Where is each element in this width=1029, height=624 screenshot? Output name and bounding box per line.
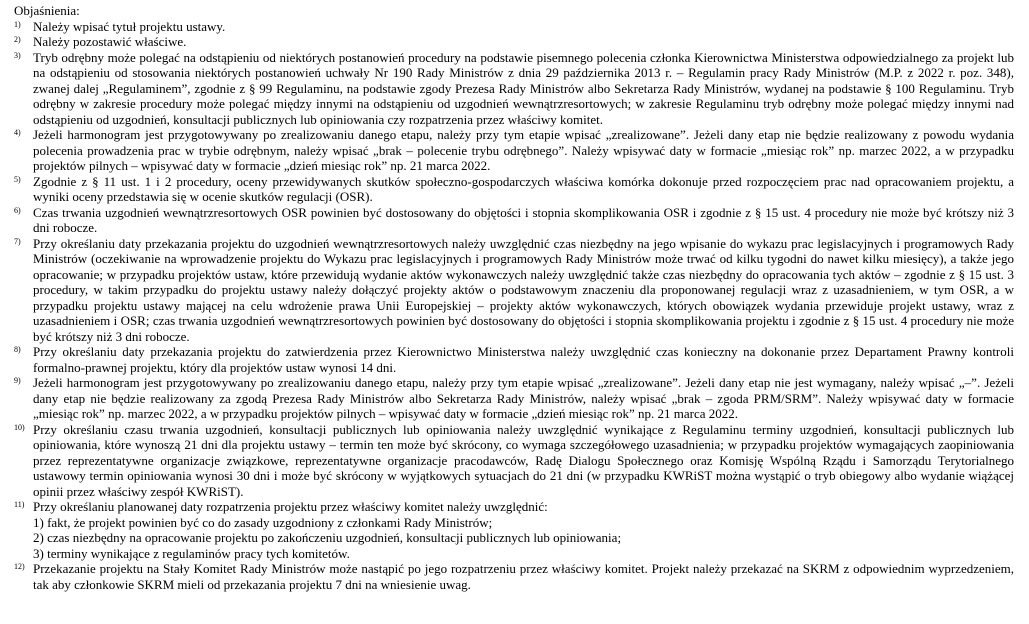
footnote-6 (14, 205, 1014, 236)
footnote-8 (14, 344, 1014, 375)
footnote-12 (14, 561, 1014, 592)
footnote-text: Jeżeli harmonogram jest przygotowywany po zrealizowaniu danego etapu, należy przy tym etapie wpisać „zrealizowane”. Jeżeli dany etap nie jest wymagany, należy wpisać „–”. Jeżeli dany etap nie będzie realizowany za zgodą Prezesa Rady Ministrów albo Sekretarza Rady Ministrów, należy wpisać „brak – zgoda PRM/SRM”. Należy wpisywać daty w formacie „miesiąc rok” np. marzec 2022, a w przypadku projektów pilnych – wpisywać daty w formacie „dzień miesiąc rok” np. 21 marca 2022. (33, 375, 1014, 421)
footnote-1 (14, 19, 1014, 35)
footnote-text: Przekazanie projektu na Stały Komitet Rady Ministrów może nastąpić po jego rozpatrzeniu przez właściwy komitet. Projekt należy przekazać na SKRM z odpowiednim wyprzedzeniem, tak aby członkowie SKRM mieli od przekazania projektu 7 dni na wniesienie uwag. (33, 561, 1014, 592)
footnote-number: 2) (14, 35, 21, 44)
footnote-4 (14, 127, 1014, 174)
footnote-5 (14, 174, 1014, 205)
footnote-10 (14, 422, 1014, 500)
footnote-number: 6) (14, 205, 21, 215)
footnote-list-item: 2) czas niezbędny na opracowanie projektu po zakończeniu uzgodnień, konsultacji publicznych lub opiniowania; (33, 530, 622, 545)
footnote-number: 5) (14, 174, 21, 184)
footnotes-heading: Objaśnienia: (14, 3, 80, 18)
footnote-2 (14, 34, 1014, 50)
footnote-text: Jeżeli harmonogram jest przygotowywany po zrealizowaniu danego etapu, należy przy tym etapie wpisać „zrealizowane”. Jeżeli dany etap nie będzie realizowany z powodu wydania polecenia prowadzenia prac w trybie odrębnym, należy wpisać „brak – polecenie trybu odrębnego”. Należy wpisywać daty w formacie „miesiąc rok” np. marzec 2022, a w przypadku projektów pilnych – wpisywać daty w formacie „dzień miesiąc rok” np. 21 marca 2022. (33, 127, 1014, 173)
footnote-list-item: 1) fakt, że projekt powinien być co do zasady uzgodniony z członkami Rady Ministrów; (33, 514, 493, 530)
footnote-text: Zgodnie z § 11 ust. 1 i 2 procedury, oceny przewidywanych skutków społeczno-gospodarczych właściwa komórka dokonuje przed rozpoczęciem prac nad opracowaniem projektu, a wyniki oceny przedstawia się w ocenie skutków regulacji (OSR). (33, 173, 1014, 204)
footnote-number: 11) (14, 500, 25, 509)
footnote-text: Czas trwania uzgodnień wewnątrzresortowych OSR powinien być dostosowany do objętości i stopnia skomplikowania OSR i zgodnie z § 15 ust. 4 procedury nie może być krótszy niż 3 dni robocze. (33, 204, 1014, 235)
footnote-number: 1) (14, 19, 21, 29)
footnote-11 (14, 499, 1014, 561)
footnote-number: 10) (14, 422, 25, 432)
footnote-9 (14, 375, 1014, 422)
footnote-number: 3) (14, 50, 21, 60)
footnote-3 (14, 50, 1014, 128)
footnote-text: Należy pozostawić właściwe. (33, 34, 187, 49)
footnotes-document (14, 3, 1014, 592)
footnote-text: Przy określaniu daty przekazania projektu do zatwierdzenia przez Kierownictwo Ministerstwa należy uwzględnić czas konieczny na dokonanie przez Departament Prawny kontroli formalno-prawnej projektu, który dla projektów ustaw wynosi 14 dni. (33, 344, 1014, 375)
footnote-number: 12) (14, 562, 25, 571)
footnote-number: 4) (14, 128, 21, 137)
footnote-text: Należy wpisać tytuł projektu ustawy. (33, 18, 226, 34)
footnote-text: Przy określaniu daty przekazania projektu do uzgodnień wewnątrzresortowych należy uwzględnić czas niezbędny na jego wpisanie do wykazu prac legislacyjnych i programowych Rady Ministrów (oczekiwanie na wprowadzenie projektu do Wykazu prac legislacyjnych i programowych Rady Ministrów może trwać od kilku tygodni do nawet kilku miesięcy), a także jego opracowanie; w przypadku projektów ustaw, które przewidują wydanie aktów wykonawczych należy uwzględnić także czas niezbędny do opracowania tych aktów – zgodnie z § 15 ust. 3 procedury, w takim przypadku do projektu ustawy należy dołączyć projekty aktów o podstawowym znaczeniu dla proponowanej regulacji wraz z uzasadnieniem, w tym OSR, a w przypadku projektu ustawy mającej na celu wdrożenie prawa Unii Europejskiej – projekty aktów wykonawczych, których obowiązek wydania przewiduje projekt ustawy, wraz z uzasadnieniem i OSR; czas trwania uzgodnień wewnątrzresortowych powinien być dostosowany do objętości i stopnia skomplikowania projektu i zgodnie z § 15 ust. 4 procedury nie może być krótszy niż 3 dni robocze. (33, 235, 1014, 344)
footnote-number: 7) (14, 236, 21, 246)
footnote-7 (14, 236, 1014, 345)
footnote-text: Przy określaniu czasu trwania uzgodnień, konsultacji publicznych lub opiniowania należy uwzględnić wynikające z Regulaminu terminy uzgodnień, konsultacji publicznych lub opiniowania, które wynoszą 21 dni dla projektu ustawy – termin ten może być skrócony, co wymaga szczegółowego uzasadnienia; w przypadku projektów wymagających zaopiniowania przez reprezentatywne organizacje związkowe, reprezentatywne organizacje pracodawców, Radę Dialogu Społecznego oraz Komisję Wspólną Rządu i Samorządu Terytorialnego ustawowy termin opiniowania wynosi 30 dni i może być skrócony w wyjątkowych sytuacjach do 21 dni (w przypadku KWRiST można wystąpić o tryb obiegowy albo wydanie wiążącej opinii przez właściwy zespół KWRiST). (33, 421, 1014, 499)
footnote-number: 8) (14, 345, 21, 354)
footnote-list-item: 3) terminy wynikające z regulaminów pracy tych komitetów. (33, 545, 350, 561)
footnote-text: Tryb odrębny może polegać na odstąpieniu od niektórych postanowień procedury na podstawie pisemnego polecenia członka Kierownictwa Ministerstwa odpowiedzialnego za projekt lub na odstąpieniu od stosowania niektórych postanowień uchwały Nr 190 Rady Ministrów z dnia 29 października 2013 r. – Regulamin pracy Rady Ministrów (M.P. z 2022 r. poz. 348), zwanej dalej „Regulaminem”, zgodnie z § 99 Regulaminu, na podstawie zgody Prezesa Rady Ministrów albo Sekretarza Rady Ministrów, wydanej na podstawie § 100 Regulaminu. Tryb odrębny w zakresie procedury może polegać między innymi na odstąpieniu od uzgodnień wewnątrzresortowych; w zakresie Regulaminu tryb odrębny może polegać między innymi nad odstąpieniu od uzgodnień, konsultacji publicznych lub opiniowania czy rozpatrzenia przez właściwy komitet. (33, 49, 1014, 127)
footnote-number: 9) (14, 376, 21, 385)
footnote-text: Przy określaniu planowanej daty rozpatrzenia projektu przez właściwy komitet należy uwzględnić: (33, 499, 548, 514)
